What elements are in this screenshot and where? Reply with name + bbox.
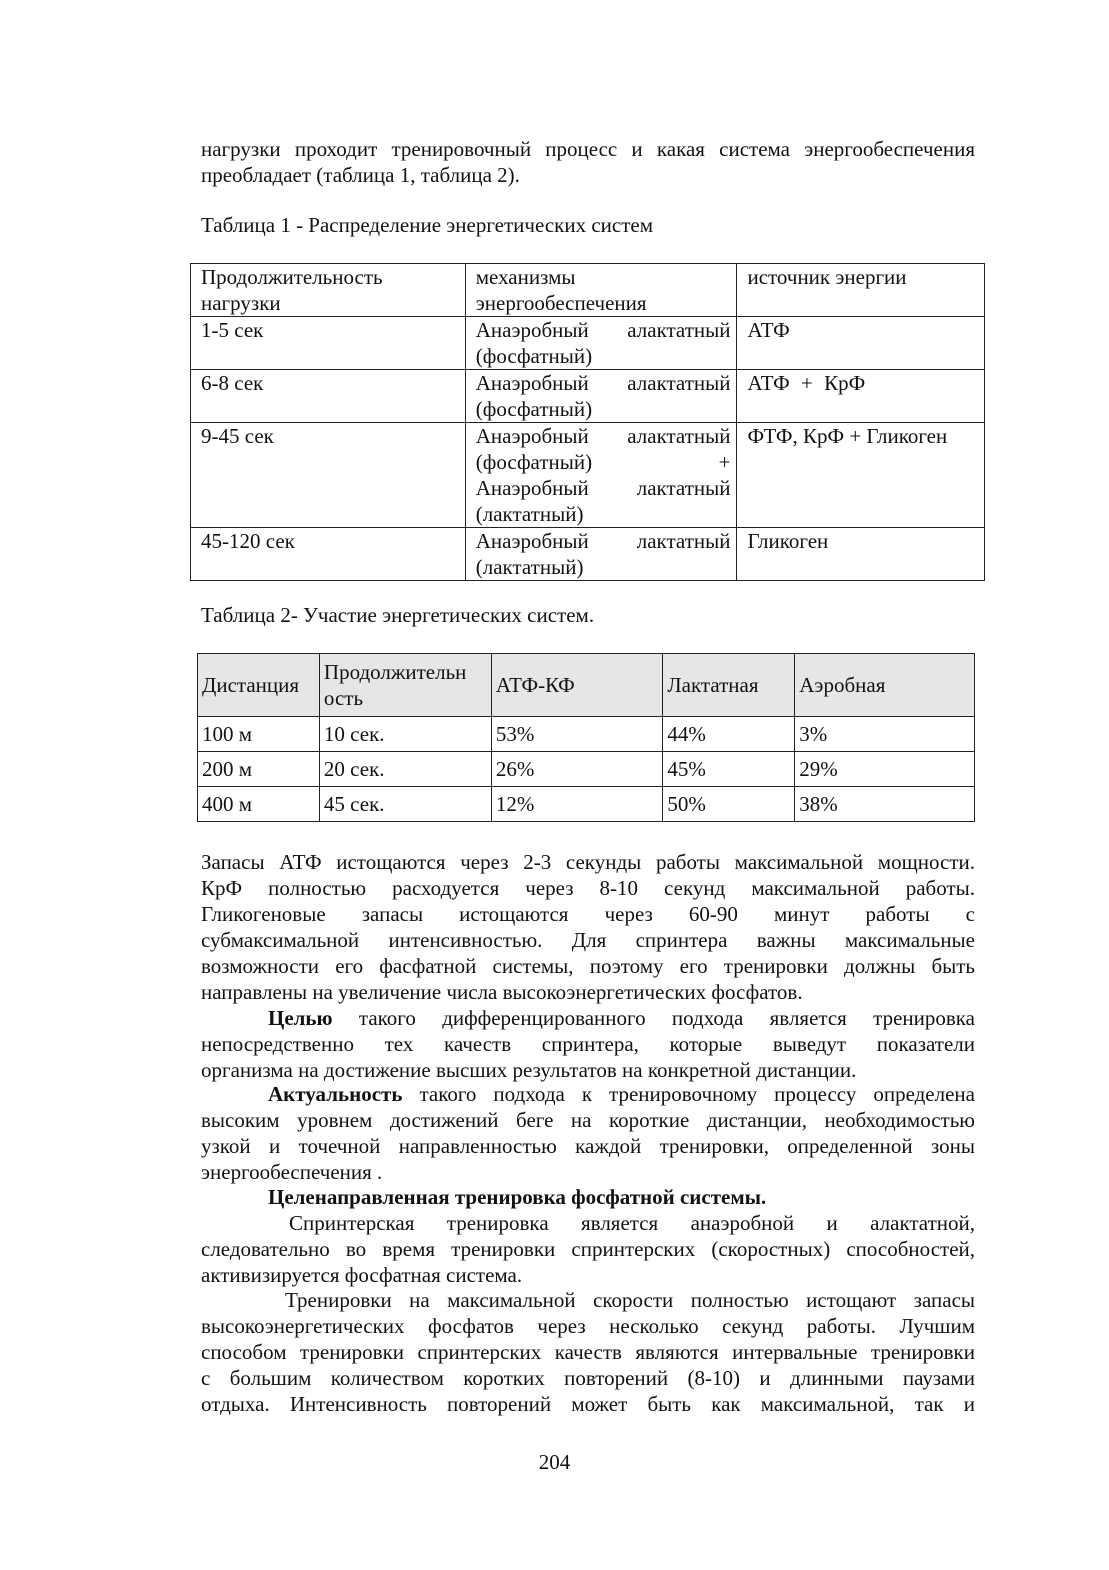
table-cell: 10 сек. xyxy=(319,717,491,752)
table2-caption: Таблица 2- Участие энергетических систем. xyxy=(201,603,595,627)
table-cell: 100 м xyxy=(198,717,320,752)
table-cell: 50% xyxy=(663,787,795,822)
table-cell: 200 м xyxy=(198,752,320,787)
header-line: Продолжительн xyxy=(323,660,467,684)
source-cell: АТФ xyxy=(737,317,985,370)
text-line: Тренировки на максимальной скорости полностью истощают запасы xyxy=(285,1288,975,1312)
table-cell: 12% xyxy=(491,787,663,822)
paragraph-goal xyxy=(201,1005,975,1083)
header-cell: АТФ-КФ xyxy=(491,654,663,717)
paragraph-sprint xyxy=(201,1210,975,1288)
text-line: узкой и точечной направленностью каждой тренировки, определенной зоны xyxy=(201,1134,975,1158)
text-line: отдыха. Интенсивность повторений может быть как максимальной, так и xyxy=(201,1392,975,1416)
mechanism-cell xyxy=(465,317,737,370)
relevance-bold-term: Актуальность xyxy=(268,1082,403,1106)
table-cell: 44% xyxy=(663,717,795,752)
table-row xyxy=(191,528,985,581)
table-cell: 20 сек. xyxy=(319,752,491,787)
text-line: организма на достижение высших результатов на конкретной дистанции. xyxy=(201,1058,857,1082)
table-cell: 3% xyxy=(795,717,975,752)
text-line: энергообеспечения . xyxy=(201,1160,383,1184)
page-number: 204 xyxy=(538,1450,571,1474)
table-row xyxy=(191,317,985,370)
text-line: преобладает (таблица 1, таблица 2). xyxy=(201,163,520,187)
paragraph-relevance xyxy=(201,1081,975,1185)
header-cell xyxy=(319,654,491,717)
text-fragment: такого подхода к тренировочному процессу определена xyxy=(402,1082,975,1106)
duration-cell: 45-120 сек xyxy=(191,528,466,581)
mechanism-line: (лактатный) xyxy=(475,502,584,526)
table-row xyxy=(191,423,985,528)
table-header-row xyxy=(191,264,985,317)
table-cell: 29% xyxy=(795,752,975,787)
duration-cell: 1-5 сек xyxy=(191,317,466,370)
text-line: следовательно во время тренировки спринтерских (скоростных) способностей, xyxy=(201,1237,975,1261)
header-cell: механизмы энергообеспечения xyxy=(465,264,737,317)
text-line xyxy=(201,1081,975,1107)
text-line: КрФ полностью расходуется через 8-10 секунд максимальной работы. xyxy=(201,876,975,900)
mechanism-cell xyxy=(465,370,737,423)
text-line: с большим количеством коротких повторений (8-10) и длинными паузами xyxy=(201,1366,975,1390)
goal-bold-term: Целью xyxy=(268,1006,333,1030)
text-line: активизируется фосфатная система. xyxy=(201,1263,523,1287)
text-line: Запасы АТФ истощаются через 2-3 секунды работы максимальной мощности. xyxy=(201,850,975,874)
mechanism-line: (фосфатный) + xyxy=(475,450,731,474)
table-row xyxy=(191,370,985,423)
table-cell: 45 сек. xyxy=(319,787,491,822)
table-cell: 26% xyxy=(491,752,663,787)
intro-paragraph xyxy=(201,136,975,188)
table-cell: 38% xyxy=(795,787,975,822)
mechanism-line: Анаэробный алактатный xyxy=(475,371,731,395)
mechanism-line: Анаэробный лактатный xyxy=(475,529,731,553)
table-row xyxy=(198,752,975,787)
table-cell: 53% xyxy=(491,717,663,752)
table-header-row xyxy=(198,654,975,717)
text-line: нагрузки проходит тренировочный процесс и какая система энергообеспечения xyxy=(201,137,975,161)
text-line: направлены на увеличение числа высокоэнергетических фосфатов. xyxy=(201,980,803,1004)
text-line: высокоэнергетических фосфатов через несколько секунд работы. Лучшим xyxy=(201,1314,975,1338)
header-cell: источник энергии xyxy=(737,264,985,317)
energy-systems-table xyxy=(190,263,985,581)
duration-cell: 9-45 сек xyxy=(191,423,466,528)
mechanism-line: Анаэробный алактатный xyxy=(475,318,731,342)
text-line: способом тренировки спринтерских качеств являются интервальные тренировки xyxy=(201,1340,975,1364)
heading-text: Целенаправленная тренировка фосфатной системы. xyxy=(268,1185,767,1209)
energy-participation-table xyxy=(197,653,975,822)
table-cell: 45% xyxy=(663,752,795,787)
table-cell: 400 м xyxy=(198,787,320,822)
text-fragment: такого дифференцированного подхода является тренировка xyxy=(332,1006,975,1030)
duration-cell: 6-8 сек xyxy=(191,370,466,423)
text-line: высоким уровнем достижений беге на короткие дистанции, необходимостью xyxy=(201,1108,975,1132)
mechanism-line: Анаэробный алактатный xyxy=(475,424,731,448)
table1-caption: Таблица 1 - Распределение энергетических систем xyxy=(201,213,653,237)
header-cell: Продолжительность нагрузки xyxy=(191,264,466,317)
text-line: Гликогеновые запасы истощаются через 60-90 минут работы с xyxy=(201,902,975,926)
text-line: возможности его фасфатной системы, поэтому его тренировки должны быть xyxy=(201,954,975,978)
source-cell: Гликоген xyxy=(737,528,985,581)
text-line: Спринтерская тренировка является анаэробной и алактатной, xyxy=(289,1211,975,1235)
table-row xyxy=(198,717,975,752)
mechanism-line: Анаэробный лактатный xyxy=(475,476,731,500)
header-cell: Дистанция xyxy=(198,654,320,717)
mechanism-line: (фосфатный) xyxy=(475,344,593,368)
header-cell: Аэробная xyxy=(795,654,975,717)
table-row xyxy=(198,787,975,822)
mechanism-line: (фосфатный) xyxy=(475,397,593,421)
header-line: ость xyxy=(323,686,364,710)
header-cell: Лактатная xyxy=(663,654,795,717)
text-line xyxy=(201,1005,975,1031)
mechanism-cell xyxy=(465,528,737,581)
mechanism-cell xyxy=(465,423,737,528)
text-line: непосредственно тех качеств спринтера, которые выведут показатели xyxy=(201,1032,975,1056)
section-heading xyxy=(268,1184,766,1210)
paragraph-reserves xyxy=(201,849,975,1005)
source-cell: АТФ + КрФ xyxy=(737,370,985,423)
paragraph-training xyxy=(201,1287,975,1417)
text-line: субмаксимальной интенсивностью. Для спринтера важны максимальные xyxy=(201,928,975,952)
source-cell: ФТФ, КрФ + Гликоген xyxy=(737,423,985,528)
mechanism-line: (лактатный) xyxy=(475,555,584,579)
